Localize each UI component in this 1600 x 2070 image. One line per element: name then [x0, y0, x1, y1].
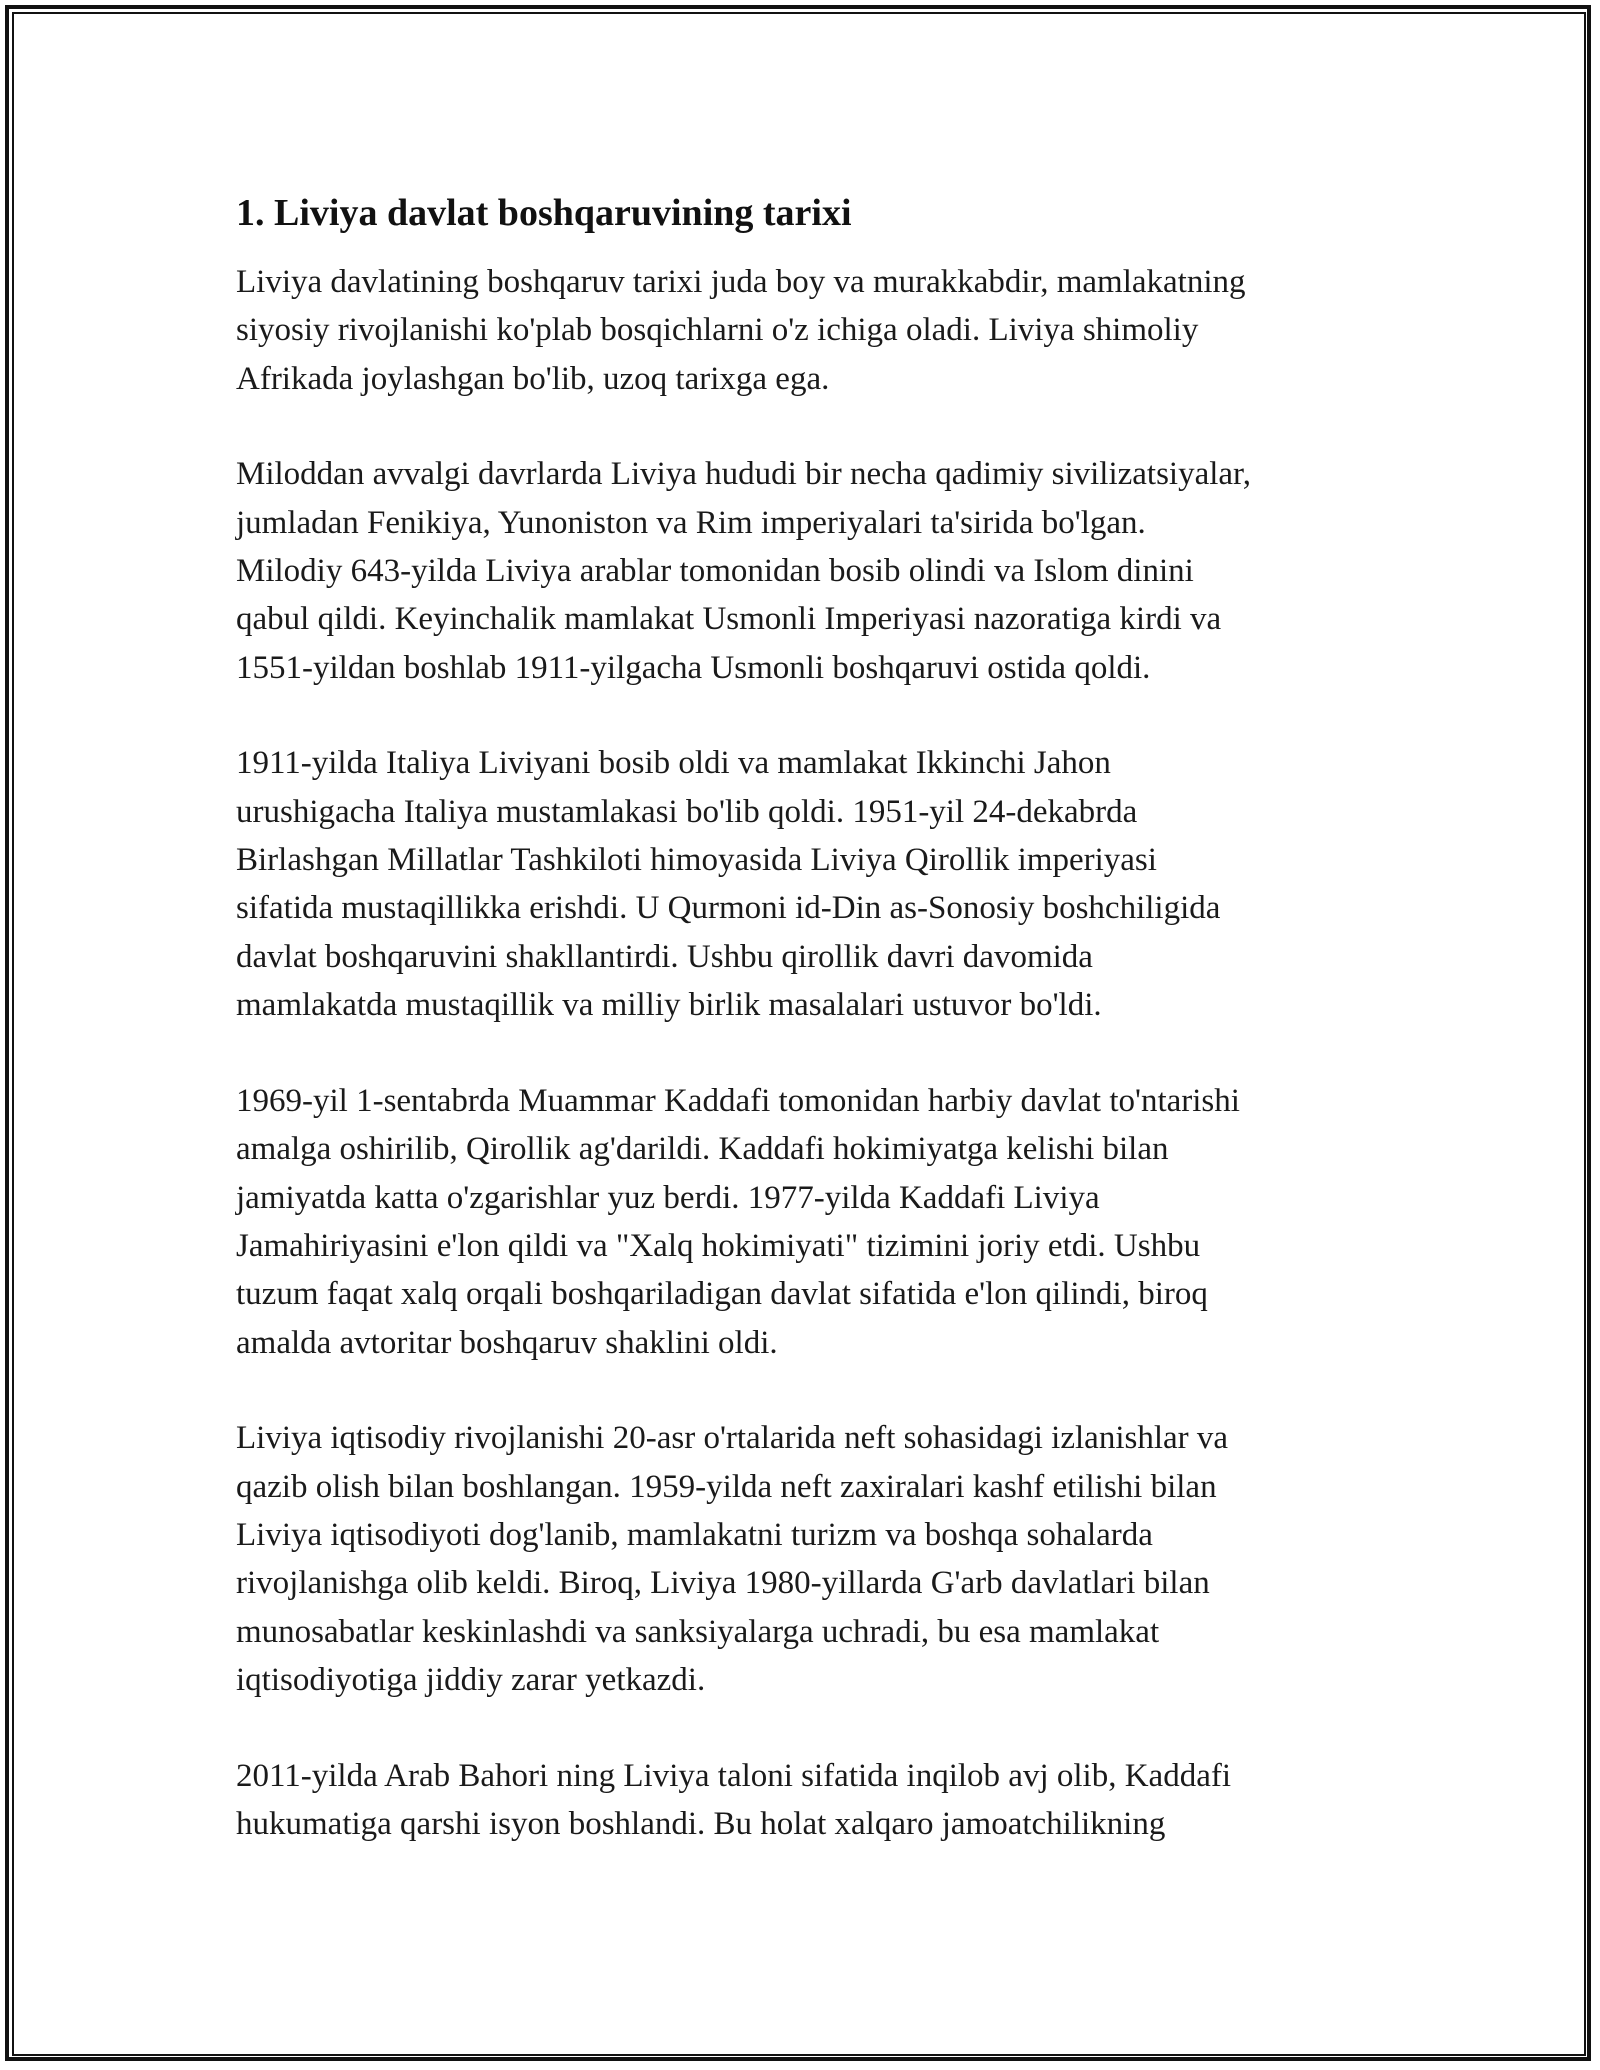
paragraph-5: Liviya iqtisodiy rivojlanishi 20-asr o'rtalarida neft sohasidagi izlanishlar va qazib olish bilan boshlangan. 1959-yilda neft zaxiralari kashf etilishi bilan Liviya iqtisodiyoti dog'lanib, mamlakatni turizm va boshqa sohalarda rivojlanishga olib keldi. Biroq, Liviya 1980-yillarda G'arb davlatlari bilan munosabatlar keskinlashdi va sanksiyalarga uchradi, bu esa mamlakat iqtisodiyotiga jiddiy zarar yetkazdi.	[236, 1420, 1229, 1699]
document-body	[236, 188, 1386, 1895]
paragraph-6: 2011-yilda Arab Bahori ning Liviya taloni sifatida inqilob avj olib, Kaddafi hukumatiga qarshi isyon boshlandi. Bu holat xalqaro jamoatchilikning	[236, 1757, 1231, 1842]
section-heading: 1. Liviya davlat boshqaruvining tarixi	[236, 192, 852, 234]
paragraph-2: Miloddan avvalgi davrlarda Liviya hududi bir necha qadimiy sivilizatsiyalar, jumladan Fenikiya, Yunoniston va Rim imperiyalari ta'sirida bo'lgan. Milodiy 643-yilda Liviya arablar tomonidan bosib olindi va Islom dinini qabul qildi. Keyinchalik mamlakat Usmonli Imperiyasi nazoratiga kirdi va 1551-yildan boshlab 1911-yilgacha Usmonli boshqaruvi ostida qoldi.	[236, 456, 1251, 686]
paragraph-1: Liviya davlatining boshqaruv tarixi juda boy va murakkabdir, mamlakatning siyosiy rivojlanishi ko'plab bosqichlarni o'z ichiga oladi. Liviya shimoliy Afrikada joylashgan bo'lib, uzoq tarixga ega.	[236, 264, 1246, 397]
paragraph-3: 1911-yilda Italiya Liviyani bosib oldi va mamlakat Ikkinchi Jahon urushigacha Italiya mustamlakasi bo'lib qoldi. 1951-yil 24-dekabrda Birlashgan Millatlar Tashkiloti himoyasida Liviya Qirollik imperiyasi sifatida mustaqillikka erishdi. U Qurmoni id-Din as-Sonosiy boshchiligida davlat boshqaruvini shakllantirdi. Ushbu qirollik davri davomida mamlakatda mustaqillik va milliy birlik masalalari ustuvor bo'ldi.	[236, 745, 1221, 1024]
paragraph-4: 1969-yil 1-sentabrda Muammar Kaddafi tomonidan harbiy davlat to'ntarishi amalga oshirilib, Qirollik ag'darildi. Kaddafi hokimiyatga kelishi bilan jamiyatda katta o'zgarishlar yuz berdi. 1977-yilda Kaddafi Liviya Jamahiriyasini e'lon qildi va "Xalq hokimiyati" tizimini joriy etdi. Ushbu tuzum faqat xalq orqali boshqariladigan davlat sifatida e'lon qilindi, biroq amalda avtoritar boshqaruv shaklini oldi.	[236, 1082, 1240, 1361]
